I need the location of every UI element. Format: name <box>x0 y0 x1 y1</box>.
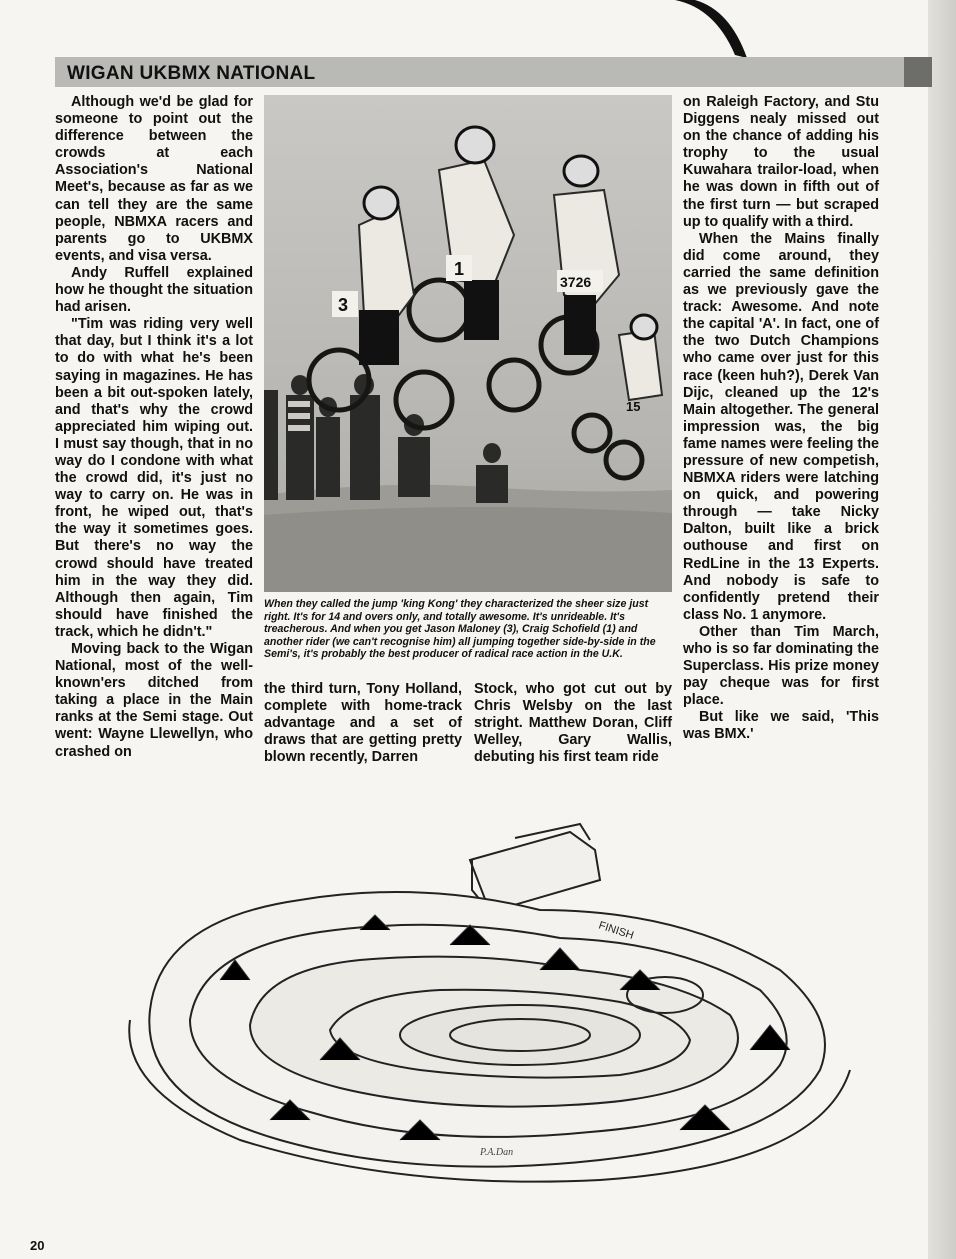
photo-caption: When they called the jump 'king Kong' they characterized the sheer size just right. It's for 14 and overs only, and totally awesome. It's unrideable. It's treacherous. And when you get Jason Maloney (3), Craig Schofield (1) and another rider (we can't recognise him) all jumping together side-by-side in the Semi's, it's probably the best producer of radical race action in the U.K. <box>264 598 656 661</box>
article-column-4 <box>683 94 879 744</box>
plate-number-15: 15 <box>626 399 641 414</box>
paragraph-3: Other than Tim March, who is so far dominating the Superclass. His prize money pay cheque was for first place. <box>683 623 879 709</box>
section-header <box>55 57 930 87</box>
page-edge <box>928 0 956 1259</box>
finish-sign: FINISH <box>597 919 636 942</box>
race-photo <box>264 95 672 592</box>
paragraph-continued: the third turn, Tony Holland, complete with home-track advantage and a set of draws that are getting pretty blown recently, Darren <box>264 681 462 766</box>
paragraph-4: But like we said, 'This was BMX.' <box>683 709 879 743</box>
section-title: WIGAN UKBMX NATIONAL <box>67 63 316 84</box>
paragraph-2: Andy Ruffell explained how he thought the situation had arisen. <box>55 264 253 316</box>
article-column-1 <box>55 94 253 761</box>
paragraph-continued: Stock, who got cut out by Chris Welsby on the last stright. Matthew Doran, Cliff Welley, Gary Wallis, debuting his first team ride <box>474 681 672 766</box>
plate-number-1: 1 <box>454 259 465 279</box>
swoosh-decoration <box>675 0 755 60</box>
paragraph-4: Moving back to the Wigan National, most of the well-known'ers ditched from taking a place in the Main ranks at the Semi stage. Out went: Wayne Llewellyn, who crashed on <box>55 641 253 760</box>
header-bar-end <box>904 57 932 87</box>
page-number: 20 <box>30 1238 45 1253</box>
paragraph-1: on Raleigh Factory, and Stu Diggens nealy missed out on the chance of adding his trophy to the usual Kuwahara trailor-load, when he was down in fifth out of the first turn — but scraped up to qualify with a third. <box>683 94 879 230</box>
plate-number-3: 3 <box>338 295 349 315</box>
paragraph-3: "Tim was riding very well that day, but I think it's a lot to do with what he's been saying in magazines. He has been a bit out-spoken lately, and that's why the crowd appreciated him wiping out. I must say though, that in no way do I condone with what the crowd did, it's just no way to carry on. He was in front, he wiped out, that's the way it sometimes goes. But there's no way the crowd should have treated him in the way they did. Although then again, Tim should have finished the track, which he didn't." <box>55 316 253 640</box>
plate-number-3726: 3726 <box>560 274 592 290</box>
track-illustration <box>120 820 860 1190</box>
article-column-3 <box>474 681 672 766</box>
artist-signature: P.A.Dan <box>480 1147 514 1158</box>
paragraph-2: When the Mains finally did come around, they carried the same definition as we previously gave the track: Awesome. And note the capital 'A'. In fact, one of the two Dutch Champions who came over just for this race (keen huh?), Derek Van Dijc, cleaned up the 12's Main altogether. The general impression was, the big fame names were feeling the pressure of new competish, NBMXA riders were latching on quick, and powering through — take Nicky Dalton, built like a brick outhouse and first on RedLine in the 13 Experts. And nobody is safe to confidently pretend their class No. 1 anymore. <box>683 230 879 623</box>
article-column-2 <box>264 681 462 766</box>
paragraph-1: Although we'd be glad for someone to point out the difference between the crowds at each Association's National Meet's, because as far as we can tell they are the same people, NBMXA racers and parents go to UKBMX events, and visa versa. <box>55 94 253 264</box>
